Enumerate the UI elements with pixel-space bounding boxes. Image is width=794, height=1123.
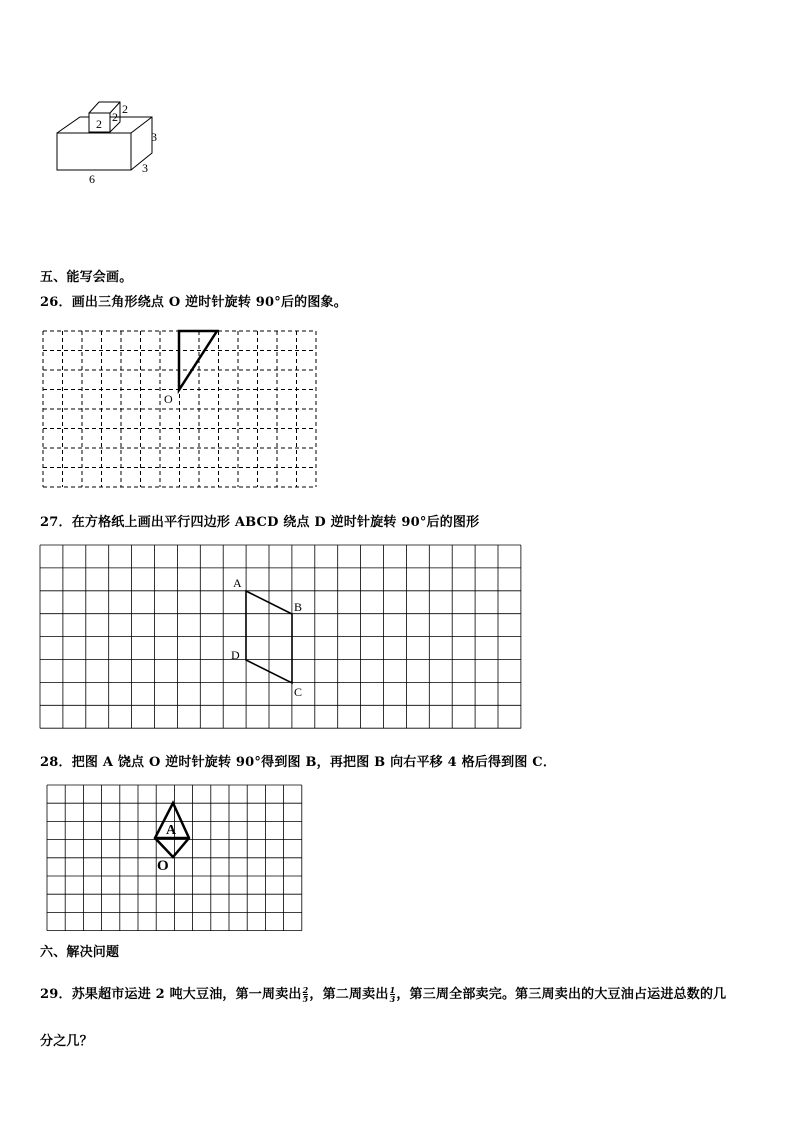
small-cube-height-label: 2 (122, 102, 128, 116)
q29-fraction-2 (390, 986, 396, 1003)
q27-text: 27．在方格纸上画出平行四边形 ABCD 绕点 D 逆时针旋转 90°后的图形 (40, 515, 480, 530)
small-cube-width-label: 2 (96, 117, 102, 131)
big-box-depth-label: 3 (142, 161, 148, 175)
q27-label-b: B (294, 600, 303, 614)
q29-line2: 分之几？ (40, 1034, 93, 1049)
q29-part2: ，第二周卖出 (309, 987, 389, 1002)
q29-frac1-numerator: 2 (302, 985, 309, 995)
q28-shape-a-label: A (166, 823, 177, 838)
section-five-title: 五、能写会画。 (40, 270, 133, 285)
section-six-title: 六、解决问题 (40, 945, 120, 960)
q29-line1 (40, 983, 726, 1003)
q29-fraction-1 (303, 986, 309, 1003)
q29-frac2-denominator: 3 (389, 994, 396, 1004)
q29-part1: 29．苏果超市运进 2 吨大豆油，第一周卖出 (40, 987, 302, 1002)
q27-label-c: C (294, 685, 303, 699)
q29-frac1-denominator: 5 (302, 994, 309, 1004)
q26-point-o-label: O (164, 392, 173, 406)
q27-label-a: A (233, 576, 242, 590)
big-box-height-label: 3 (151, 130, 157, 144)
big-box-length-label: 6 (89, 172, 95, 186)
q26-text: 26．画出三角形绕点 O 逆时针旋转 90°后的图象。 (40, 295, 347, 310)
q29-frac2-numerator: 1 (389, 985, 396, 995)
q28-point-o-label: O (157, 858, 169, 874)
q27-label-d: D (231, 648, 240, 662)
small-cube-depth-label: 2 (112, 110, 118, 124)
q28-text: 28．把图 A 饶点 O 逆时针旋转 90°得到图 B，再把图 B 向右平移 4 格后得到图 C． (40, 755, 557, 770)
q29-part3: ，第三周全部卖完。第三周卖出的大豆油占运进总数的几 (396, 987, 727, 1002)
